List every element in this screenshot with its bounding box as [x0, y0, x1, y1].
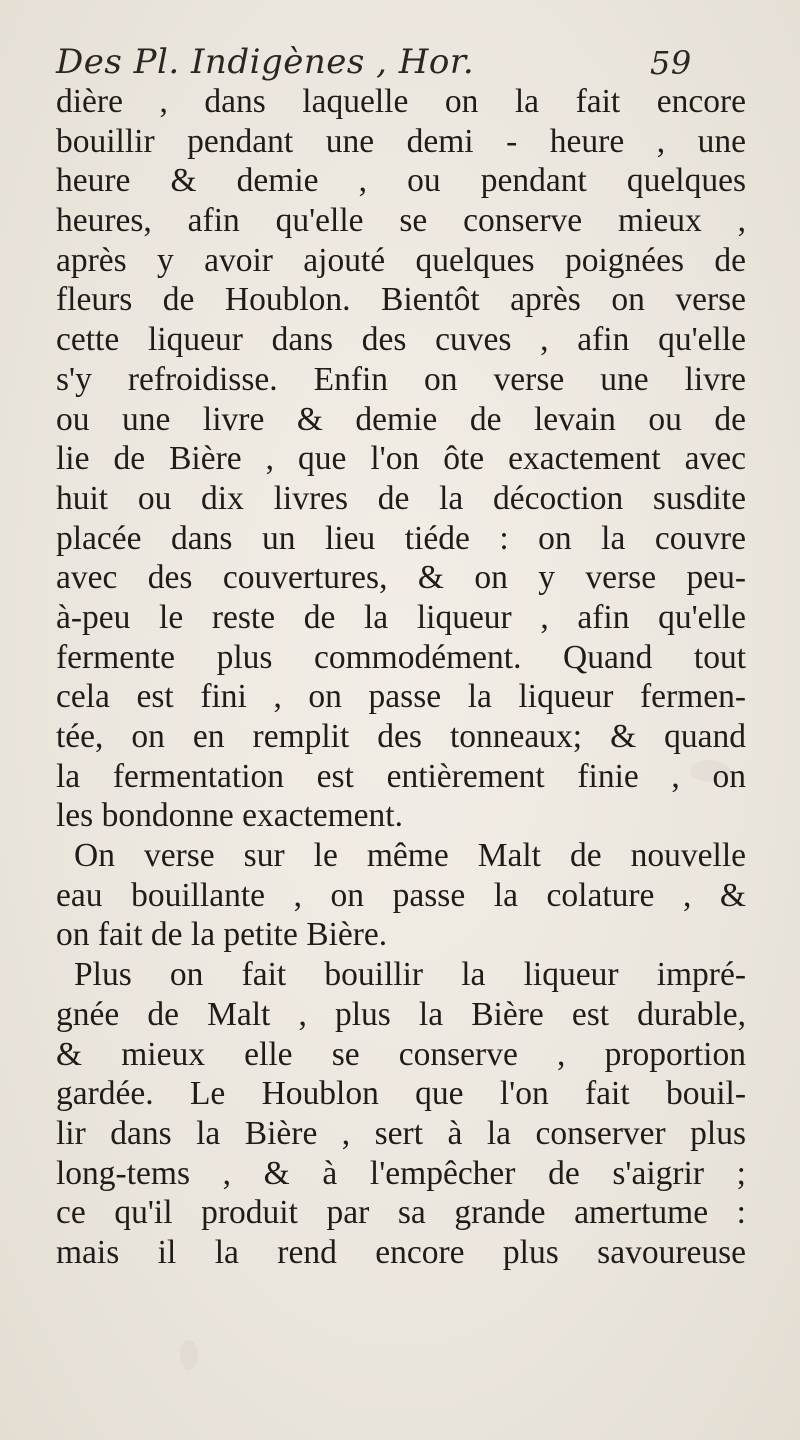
text-line: heure & demie , ou pendant quelques	[56, 162, 746, 200]
running-head	[56, 42, 756, 82]
text-line: gnée de Malt , plus la Bière est durable,	[56, 995, 746, 1033]
text-line: gardée. Le Houblon que l'on fait bouil-	[56, 1075, 746, 1113]
text-line: cette liqueur dans des cuves , afin qu'elle	[56, 321, 746, 359]
text-line: on fait de la petite Bière.	[56, 916, 388, 954]
text-line: dière , dans laquelle on la fait encore	[56, 83, 746, 120]
text-line: & mieux elle se conserve , proportion	[56, 1035, 746, 1073]
text-line: après y avoir ajouté quelques poignées de	[56, 241, 746, 279]
body-text	[56, 82, 746, 1273]
text-line: tée, on en remplit des tonneaux; & quand	[56, 718, 746, 755]
text-line: fleurs de Houblon. Bientôt après on verse	[56, 281, 746, 319]
text-line: cela est fini , on passe la liqueur fermen-	[56, 678, 746, 716]
text-line: bouillir pendant une demi - heure , une	[56, 122, 746, 160]
text-line: Plus on fait bouillir la liqueur impré-	[74, 956, 746, 994]
text-line: les bondonne exactement.	[56, 797, 403, 835]
text-line: On verse sur le même Malt de nouvelle	[74, 837, 746, 875]
text-line: long-tems , & à l'empêcher de s'aigrir ;	[56, 1154, 746, 1192]
text-line: ou une livre & demie de levain ou de	[56, 400, 746, 438]
text-line: placée dans un lieu tiéde : on la couvre	[56, 519, 746, 557]
text-line: lie de Bière , que l'on ôte exactement avec	[56, 440, 746, 478]
paper-stain	[180, 1340, 198, 1370]
running-head-title: Des Pl. Indigènes , Hor.	[56, 42, 475, 82]
text-line: ce qu'il produit par sa grande amertume :	[56, 1194, 746, 1232]
text-line: mais il la rend encore plus savoureuse	[56, 1233, 746, 1271]
text-line: heures, afin qu'elle se conserve mieux ,	[56, 202, 746, 240]
text-line: eau bouillante , on passe la colature , &	[56, 876, 746, 914]
text-line: fermente plus commodément. Quand tout	[56, 638, 746, 676]
text-line: huit ou dix livres de la décoction susdite	[56, 479, 746, 517]
text-line: à-peu le reste de la liqueur , afin qu'elle	[56, 598, 746, 636]
text-line: la fermentation est entièrement finie , on	[56, 757, 746, 795]
page-number: 59	[650, 44, 692, 82]
text-line: lir dans la Bière , sert à la conserver plus	[56, 1114, 746, 1152]
text-line: s'y refroidisse. Enfin on verse une livre	[56, 360, 746, 398]
text-line: avec des couvertures, & on y verse peu-	[56, 559, 746, 597]
